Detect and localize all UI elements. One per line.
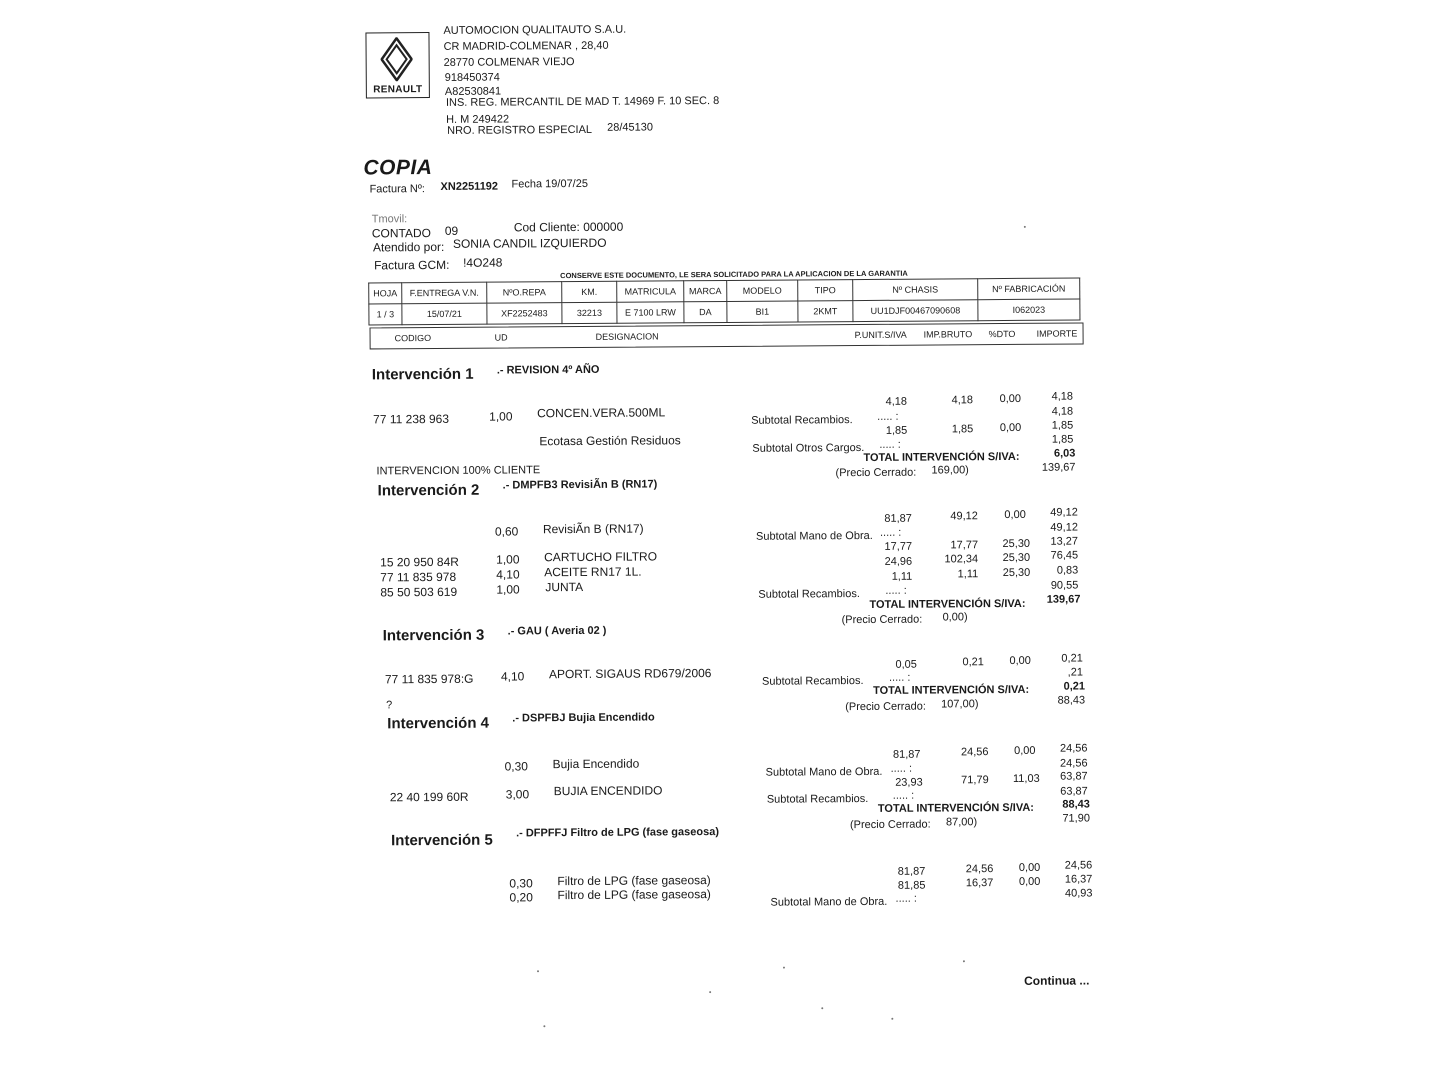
company-address: CR MADRID-COLMENAR , 28,40 — [444, 40, 609, 53]
value-cell: UU1DJF00467090608 — [853, 300, 978, 322]
vehicle-table-values — [369, 299, 1080, 325]
value-cell: 2KMT — [798, 301, 853, 322]
closed-price-label: (Precio Cerrado: — [850, 819, 931, 832]
question-mark: ? — [386, 699, 392, 711]
header-cell: HOJA — [369, 283, 402, 304]
discount: 0,00 — [985, 745, 1035, 757]
invoice-number-label: Factura Nº: — [370, 183, 425, 195]
subtotal-value: 40,93 — [1042, 887, 1092, 899]
line-total: 0,21 — [1033, 652, 1083, 664]
extra-value: 88,43 — [1033, 694, 1085, 706]
company-cif: A82530841 — [445, 86, 501, 98]
line-ud: 4,10 — [501, 669, 524, 683]
intervention-2-desc: .- DMPFB3 RevisiÃn B (RN17) — [503, 478, 658, 491]
line-desc: CONCEN.VERA.500ML — [537, 405, 665, 420]
line-total: 63,87 — [1038, 770, 1088, 782]
subtotal-value: 4,18 — [1023, 406, 1073, 418]
contado-value: 09 — [445, 224, 458, 238]
discount: 11,03 — [990, 773, 1040, 785]
unit-price: 81,87 — [875, 866, 925, 878]
gross-amount: 1,11 — [928, 568, 978, 580]
discount: 0,00 — [981, 655, 1031, 667]
unit-price: 81,87 — [862, 513, 912, 525]
extra-value: 71,90 — [1038, 812, 1090, 824]
subtotal-label: Subtotal Recambios. — [762, 675, 864, 688]
total-label: TOTAL INTERVENCIÓN S/IVA: — [863, 451, 1019, 464]
line-desc: BUJIA ENCENDIDO — [554, 783, 663, 798]
line-code: 77 11 238 963 — [373, 412, 449, 427]
line-ud: 1,00 — [496, 552, 519, 566]
unit-price: 0,05 — [867, 659, 917, 671]
subtotal-value: 1,85 — [1023, 434, 1073, 446]
discount: 0,00 — [971, 422, 1021, 434]
subtotal-label: Subtotal Otros Cargos. — [752, 442, 864, 455]
line-desc: JUNTA — [545, 580, 583, 594]
gcm-label: Factura GCM: — [374, 258, 449, 273]
line-total: 24,56 — [1037, 742, 1087, 754]
header-cell: MODELO — [727, 280, 798, 301]
closed-price-value: 87,00) — [946, 816, 977, 828]
value-cell: I062023 — [978, 299, 1080, 321]
col-dto: %DTO — [989, 329, 1016, 339]
line-items-header — [370, 322, 1084, 349]
brand-name: RENAULT — [367, 84, 429, 95]
intervention-4-title: Intervención 4 — [387, 715, 489, 733]
client-note: INTERVENCION 100% CLIENTE — [376, 464, 540, 477]
intervention-2-title: Intervención 2 — [378, 482, 480, 500]
line-desc: Bujia Encendido — [553, 757, 640, 772]
gross-amount: 0,21 — [934, 656, 984, 668]
gross-amount: 71,79 — [939, 774, 989, 786]
gross-amount: 16,37 — [943, 877, 993, 889]
subtotal-label: Subtotal Mano de Obra. — [766, 766, 883, 779]
continues-label: Continua ... — [1024, 973, 1089, 987]
subtotal-value: 24,56 — [1038, 757, 1088, 769]
scan-speck — [1024, 226, 1026, 228]
intervention-3-desc: .- GAU ( Averia 02 ) — [508, 625, 607, 638]
line-ud: 3,00 — [506, 787, 529, 801]
col-punit: P.UNIT.S/IVA — [855, 330, 907, 340]
line-code: 77 11 835 978:G — [385, 672, 474, 687]
value-cell: 1 / 3 — [369, 304, 402, 325]
line-desc: Filtro de LPG (fase gaseosa) — [557, 887, 711, 902]
company-special-registry-number: 28/45130 — [607, 121, 653, 133]
line-ud: 0,20 — [509, 890, 532, 904]
line-code: 77 11 835 978 — [380, 570, 456, 585]
intervention-1-desc: .- REVISION 4º AÑO — [497, 364, 600, 377]
subtotal-label: Subtotal Recambios. — [767, 793, 869, 806]
unit-price: 81,87 — [870, 749, 920, 761]
dots: ..... : — [885, 585, 906, 597]
intervention-3-title: Intervención 3 — [383, 627, 485, 645]
col-ud: UD — [495, 332, 508, 342]
total-value: 88,43 — [1038, 798, 1090, 810]
line-ud: 0,60 — [495, 524, 518, 538]
vehicle-table — [368, 277, 1080, 325]
gross-amount: 1,85 — [923, 423, 973, 435]
total-value: 139,67 — [1028, 593, 1080, 605]
company-city: 28770 COLMENAR VIEJO — [444, 56, 575, 69]
total-label: TOTAL INTERVENCIÓN S/IVA: — [878, 802, 1034, 815]
closed-price-value: 169,00) — [931, 464, 968, 476]
discount: 0,00 — [971, 393, 1021, 405]
discount: 0,00 — [990, 876, 1040, 888]
col-codigo: CODIGO — [395, 333, 432, 343]
renault-diamond-icon — [380, 37, 412, 81]
subtotal-value: 90,55 — [1028, 579, 1078, 591]
unit-price: 1,85 — [857, 425, 907, 437]
line-total: 13,27 — [1028, 536, 1078, 548]
header-cell: F.ENTREGA V.N. — [402, 282, 487, 304]
unit-price: 23,93 — [873, 777, 923, 789]
closed-price-value: 107,00) — [941, 698, 978, 710]
intervention-4-desc: .- DSPFBJ Bujia Encendido — [512, 711, 654, 724]
header-cell: MATRICULA — [617, 281, 684, 302]
company-phone: 918450374 — [445, 72, 500, 84]
contado-label: CONTADO — [372, 226, 431, 240]
value-cell: DA — [684, 301, 727, 322]
closed-price-label: (Precio Cerrado: — [845, 701, 926, 714]
value-cell: XF2252483 — [487, 303, 562, 325]
gross-amount: 102,34 — [928, 553, 978, 565]
attended-label: Atendido por: — [373, 240, 444, 254]
line-ud: 0,30 — [509, 876, 532, 890]
company-special-registry-label: NRO. REGISTRO ESPECIAL — [447, 124, 592, 137]
line-total: 76,45 — [1028, 550, 1078, 562]
col-importe: IMPORTE — [1037, 328, 1078, 338]
unit-price: 24,96 — [862, 556, 912, 568]
copy-stamp: COPIA — [363, 156, 432, 180]
line-desc: ACEITE RN17 1L. — [544, 565, 641, 580]
line-ud: 1,00 — [496, 582, 519, 596]
line-total: 0,83 — [1028, 565, 1078, 577]
unit-price: 81,85 — [875, 880, 925, 892]
unit-price: 1,11 — [862, 571, 912, 583]
company-registry: INS. REG. MERCANTIL DE MAD T. 14969 F. 10 SEC. 8 — [446, 95, 719, 109]
subtotal-label: Subtotal Recambios. — [758, 588, 860, 601]
subtotal-value: 63,87 — [1038, 785, 1088, 797]
gcm-value: !4O248 — [463, 256, 502, 270]
dots: ..... : — [877, 411, 898, 423]
value-cell: BI1 — [727, 301, 798, 322]
gross-amount: 17,77 — [928, 539, 978, 551]
scan-speck — [963, 960, 965, 962]
line-desc: CARTUCHO FILTRO — [544, 549, 657, 564]
attended-value: SONIA CANDIL IZQUIERDO — [453, 236, 607, 251]
line-desc: Filtro de LPG (fase gaseosa) — [557, 873, 711, 888]
subtotal-label: Subtotal Mano de Obra. — [756, 530, 873, 543]
header-cell: KM. — [562, 281, 617, 302]
scan-speck — [543, 1025, 545, 1027]
discount: 25,30 — [980, 567, 1030, 579]
dots: ..... : — [893, 790, 914, 802]
line-code: 85 50 503 619 — [380, 585, 457, 600]
dots: ..... : — [889, 672, 910, 684]
tmovil-label: Tmovil: — [372, 213, 408, 225]
gross-amount: 24,56 — [943, 863, 993, 875]
value-cell: E 7100 LRW — [617, 302, 684, 323]
gross-amount: 4,18 — [923, 394, 973, 406]
dots: ..... : — [891, 763, 912, 775]
subtotal-label: Subtotal Recambios. — [751, 414, 853, 427]
intervention-1-title: Intervención 1 — [372, 366, 474, 384]
discount: 25,30 — [980, 552, 1030, 564]
line-desc: RevisiÃn B (RN17) — [543, 522, 644, 537]
total-value: 6,03 — [1023, 448, 1075, 460]
discount: 25,30 — [980, 538, 1030, 550]
company-name: AUTOMOCION QUALITAUTO S.A.U. — [443, 24, 626, 37]
line-total: 1,85 — [1023, 420, 1073, 432]
discount: 0,00 — [990, 862, 1040, 874]
col-designacion: DESIGNACION — [596, 331, 659, 341]
line-code: 22 40 199 60R — [390, 790, 469, 805]
line-total: 4,18 — [1023, 391, 1073, 403]
scan-speck — [537, 970, 539, 972]
header-cell: Nº FABRICACIÓN — [978, 278, 1080, 300]
line-code: 15 20 950 84R — [380, 555, 459, 570]
unit-price: 4,18 — [857, 396, 907, 408]
intervention-5-desc: .- DFPFFJ Filtro de LPG (fase gaseosa) — [516, 826, 719, 839]
line-ud: 0,30 — [505, 759, 528, 773]
invoice-number: XN2251192 — [440, 181, 498, 193]
scan-speck — [821, 1007, 823, 1009]
line-total: 16,37 — [1042, 873, 1092, 885]
total-value: 0,21 — [1033, 680, 1085, 692]
extra-value: 139,67 — [1023, 462, 1075, 474]
subtotal-value: ,21 — [1033, 666, 1083, 678]
unit-price: 17,77 — [862, 541, 912, 553]
line-total: 24,56 — [1042, 859, 1092, 871]
scan-speck — [709, 991, 711, 993]
line-desc: APORT. SIGAUS RD679/2006 — [549, 666, 712, 681]
subtotal-label: Subtotal Mano de Obra. — [770, 896, 887, 909]
closed-price-value: 0,00) — [943, 611, 968, 623]
gross-amount: 49,12 — [928, 510, 978, 522]
warranty-notice: CONSERVE ESTE DOCUMENTO, LE SERA SOLICITADO PARA LA APLICACION DE LA GARANTIA — [560, 269, 908, 280]
total-label: TOTAL INTERVENCIÓN S/IVA: — [869, 598, 1025, 611]
scan-speck — [891, 1018, 893, 1020]
line-total: 49,12 — [1028, 507, 1078, 519]
total-label: TOTAL INTERVENCIÓN S/IVA: — [873, 684, 1029, 697]
dots: ..... : — [895, 893, 916, 905]
closed-price-label: (Precio Cerrado: — [835, 467, 916, 480]
discount: 0,00 — [976, 509, 1026, 521]
col-impbruto: IMP.BRUTO — [924, 329, 973, 339]
header-cell: MARCA — [684, 280, 727, 301]
value-cell: 32213 — [562, 302, 617, 323]
header-cell: Nº CHASIS — [853, 279, 978, 301]
line-desc: Ecotasa Gestión Residuos — [539, 433, 681, 448]
header-cell: TIPO — [798, 280, 853, 301]
dots: ..... : — [880, 527, 901, 539]
dots: ..... : — [879, 439, 900, 451]
closed-price-label: (Precio Cerrado: — [842, 614, 923, 627]
intervention-5-title: Intervención 5 — [391, 832, 493, 850]
gross-amount: 24,56 — [938, 746, 988, 758]
subtotal-value: 49,12 — [1028, 522, 1078, 534]
scan-speck — [783, 967, 785, 969]
line-ud: 1,00 — [489, 409, 512, 423]
value-cell: 15/07/21 — [402, 303, 487, 325]
invoice-date: Fecha 19/07/25 — [511, 178, 588, 191]
header-cell: NºO.REPA — [487, 282, 562, 304]
renault-logo — [365, 32, 429, 98]
line-ud: 4,10 — [496, 567, 519, 581]
company-hm: H. M 249422 — [446, 113, 509, 125]
client-code: Cod Cliente: 000000 — [514, 220, 624, 235]
